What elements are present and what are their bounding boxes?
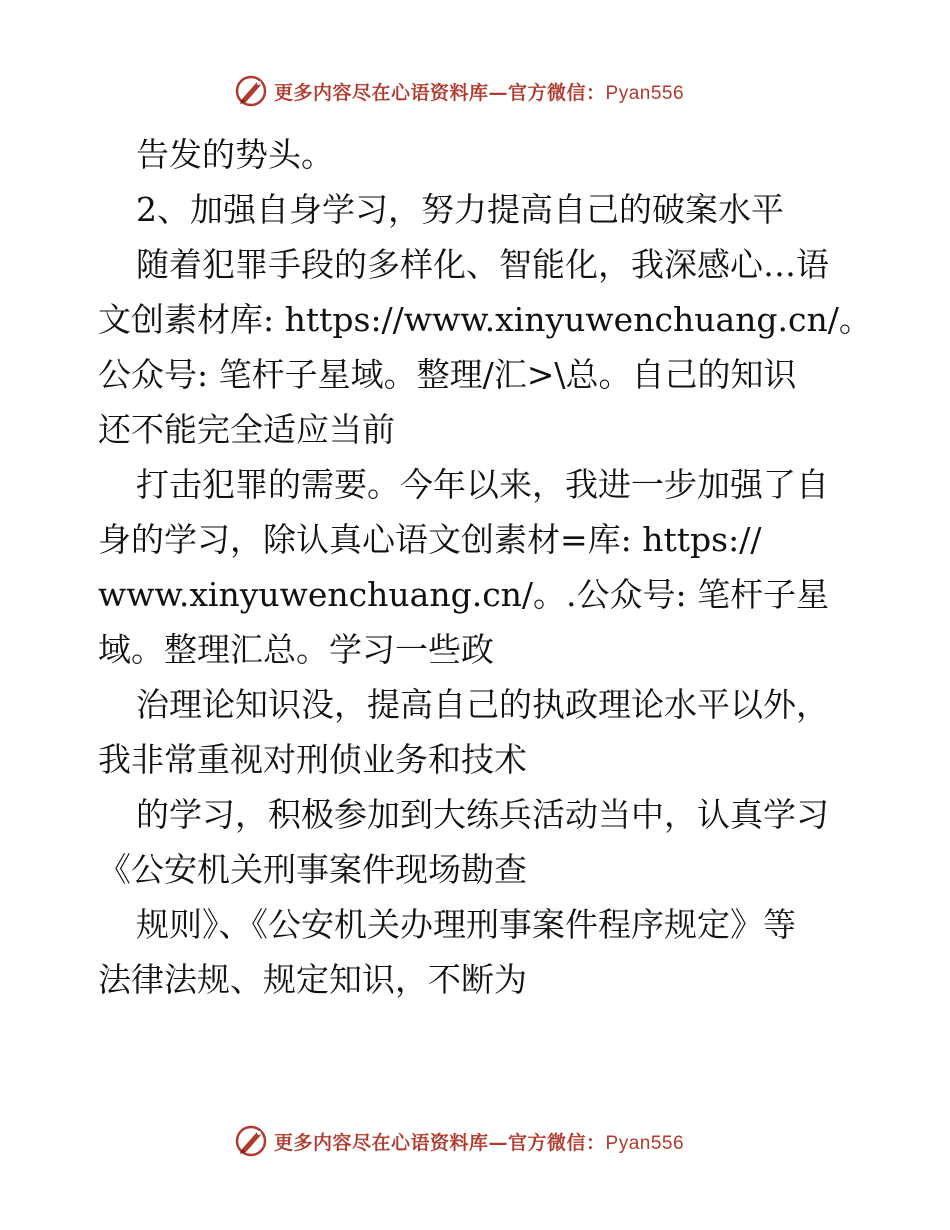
text-line: 法律法规、规定知识，不断为 [98,960,527,999]
text-line: 《公安机关刑事案件现场勘查 [98,850,527,889]
header-text [274,78,684,105]
footer-caption: 更多内容尽在心语资料库—官方微信： [274,1132,606,1154]
text-line: 告发的势头。 [136,135,334,174]
header-wechat-id: Pyan556 [605,83,685,104]
footer-text [274,1128,684,1155]
text-line: 公众号: 笔杆子星域。整理/汇>\总。自己的知识 [98,355,797,394]
pen-logo-icon [233,1122,269,1158]
pen-logo-icon [233,72,269,108]
header-banner [0,70,950,110]
text-line: 身的学习，除认真心语文创素材=库: https:// [98,520,762,559]
text-line: 的学习，积极参加到大练兵活动当中，认真学习 [136,795,829,834]
text-line: www.xinyuwenchuang.cn/。.公众号: 笔杆子星 [98,575,830,614]
text-line: 随着犯罪手段的多样化、智能化，我深感心…语 [136,245,829,284]
header-caption: 更多内容尽在心语资料库—官方微信： [274,82,606,104]
text-line: 打击犯罪的需要。今年以来，我进一步加强了自 [136,465,829,504]
text-line: 域。整理汇总。学习一些政 [98,630,494,669]
footer-wechat-id: Pyan556 [605,1133,685,1154]
text-line: 治理论知识没，提高自己的执政理论水平以外， [136,685,829,724]
footer-banner [0,1120,950,1160]
document-body [98,127,872,1007]
section-heading: 2、加强自身学习，努力提高自己的破案水平 [136,190,784,229]
text-line: 还不能完全适应当前 [98,410,395,449]
text-line: 我非常重视对刑侦业务和技术 [98,740,527,779]
text-line: 文创素材库: https://www.xinyuwenchuang.cn/。 [98,300,872,339]
text-line: 规则》、《公安机关办理刑事案件程序规定》等 [136,905,796,944]
